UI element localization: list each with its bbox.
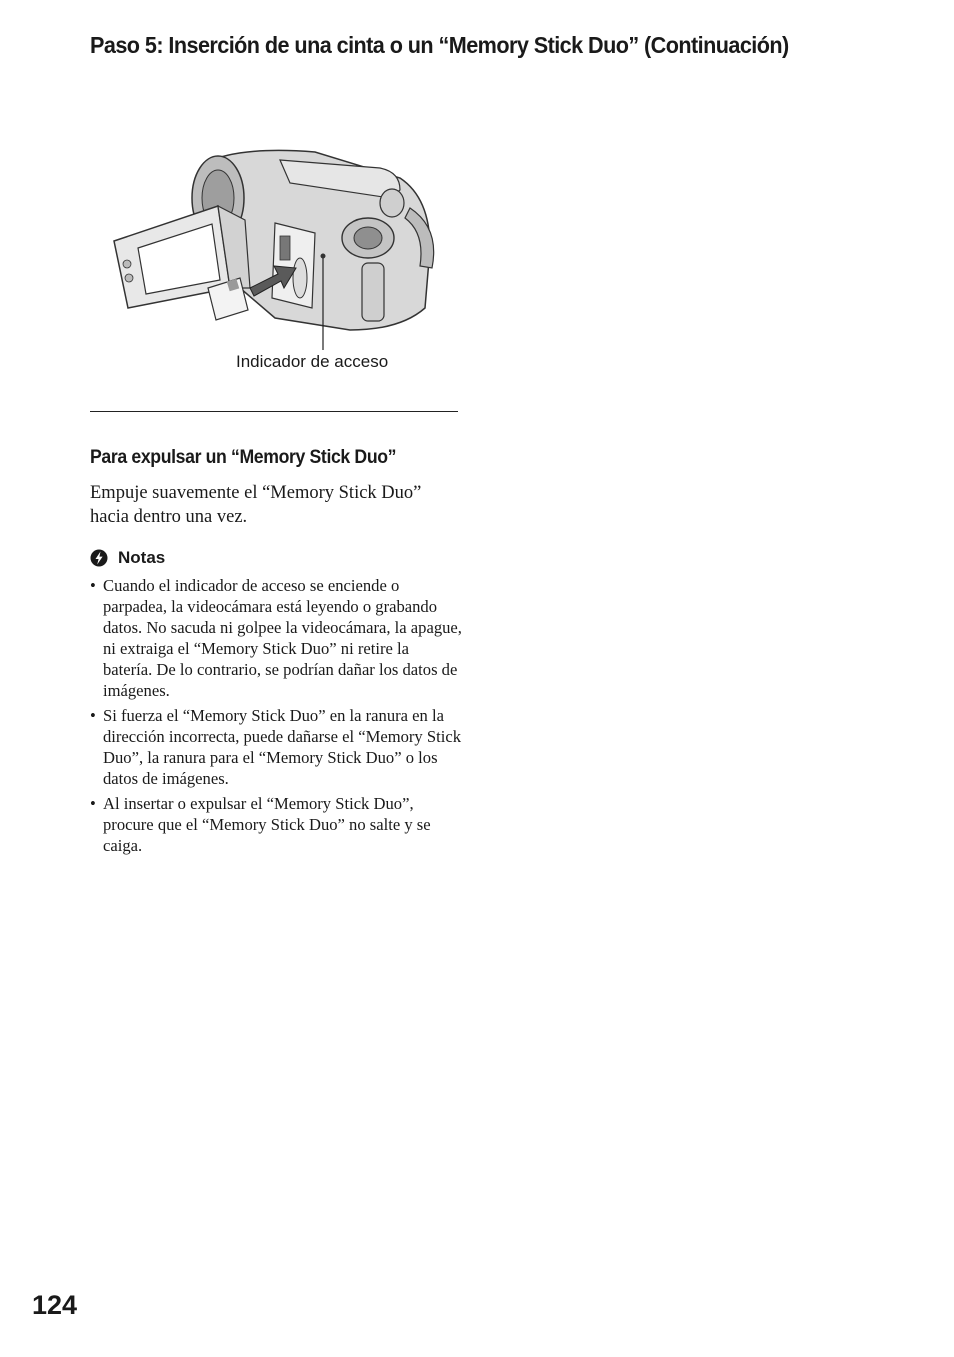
page-number: 124 (32, 1290, 78, 1320)
note-item: • Cuando el indicador de acceso se enciende o parpadea, la videocámara está leyendo o grabando datos. No sacuda ni golpee la videocámara, la apague, ni extraiga el “Memory Stick Duo” ni retire la batería. De lo contrario, se podrían dañar los datos de imágenes. (90, 575, 462, 701)
eject-instruction: Empuje suavemente el “Memory Stick Duo” hacia dentro una vez. (90, 483, 422, 527)
notes-icon (90, 549, 108, 567)
section-divider (90, 411, 458, 412)
notes-list (90, 575, 462, 860)
camcorder-illustration (100, 138, 460, 388)
section-heading: Para expulsar un “Memory Stick Duo” (90, 447, 397, 468)
notes-header (90, 548, 165, 568)
access-indicator-label: Indicador de acceso (236, 352, 389, 371)
note-item: • Al insertar o expulsar el “Memory Stick Duo”, procure que el “Memory Stick Duo” no salte y se caiga. (90, 793, 462, 856)
note-item: • Si fuerza el “Memory Stick Duo” en la ranura en la dirección incorrecta, puede dañarse el “Memory Stick Duo”, la ranura para el “Memory Stick Duo” o los datos de imágenes. (90, 705, 462, 789)
notes-label: Notas (118, 548, 166, 567)
camcorder-drawing (100, 138, 460, 388)
page-title: Paso 5: Inserción de una cinta o un “Memory Stick Duo” (Continuación) (90, 32, 789, 58)
